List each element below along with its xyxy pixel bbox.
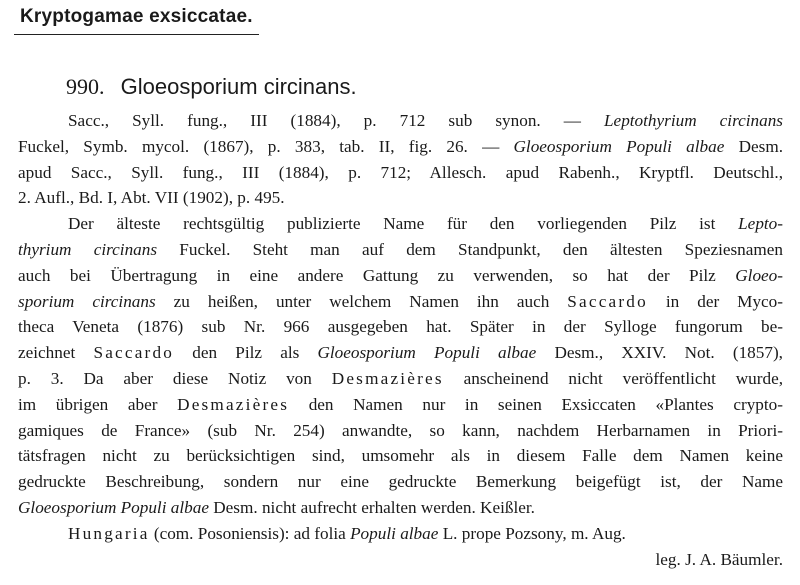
- text-run: im übrigen aber: [18, 394, 178, 414]
- text-line: [18, 366, 783, 392]
- text-line: [18, 108, 783, 134]
- locality-paragraph: [18, 521, 783, 547]
- text-line: [18, 418, 783, 444]
- text-run: gedruckte Beschreibung, sondern nur eine gedruckte Bemerkung beigefügt ist, der Name: [18, 472, 783, 492]
- series-header: Kryptogamae exsiccatae.: [14, 4, 259, 35]
- text-run: Desm.: [724, 136, 783, 156]
- spaced-name: Desmazières: [177, 394, 290, 414]
- spaced-name: Desmazières: [331, 368, 444, 388]
- italic-taxon: Lepto-: [738, 214, 783, 234]
- text-run: Der älteste rechtsgültig publizierte Name für den vorliegenden Pilz ist: [68, 214, 739, 234]
- text-line: [18, 314, 783, 340]
- synonymy-paragraph: [18, 108, 783, 211]
- text-run: Sacc., Syll. fung., III (1884), p. 712 sub synon. —: [68, 111, 604, 130]
- italic-taxon: sporium circinans: [18, 291, 156, 311]
- text-line: [18, 443, 783, 469]
- text-line: [18, 521, 783, 547]
- spaced-name: Saccardo: [93, 343, 175, 363]
- entry-heading: [66, 74, 357, 100]
- italic-taxon: Populi albae: [350, 523, 439, 543]
- text-line: [18, 289, 783, 315]
- spaced-name: Hungaria: [68, 523, 150, 543]
- discussion-paragraph: [18, 211, 783, 521]
- text-line: [18, 160, 783, 186]
- text-run: zeichnet: [18, 343, 94, 363]
- entry-number: 990.: [66, 74, 105, 99]
- italic-taxon: Gloeo-: [735, 265, 783, 285]
- text-line: [18, 340, 783, 366]
- text-run: Desm. nicht aufrecht erhalten werden. Keißler.: [208, 497, 535, 517]
- text-run: Fuckel, Symb. mycol. (1867), p. 383, tab. II, fig. 26. —: [18, 136, 514, 156]
- text-run: theca Veneta (1876) sub Nr. 966 ausgegeben hat. Später in der Sylloge fungorum be-: [18, 317, 783, 337]
- text-line: [18, 263, 783, 289]
- text-line: [18, 185, 783, 211]
- text-run: tätsfragen nicht zu berücksichtigen sind, umsomehr als in diesem Falle dem Namen keine: [18, 446, 783, 466]
- italic-taxon: Gloeosporium Populi albae: [317, 343, 537, 363]
- text-run: Desm., XXIV. Not. (1857),: [536, 343, 783, 363]
- text-line: [18, 392, 783, 418]
- italic-taxon: Gloeosporium Populi albae: [513, 136, 725, 156]
- text-run: den Namen nur in seinen Exsiccaten «Plantes crypto-: [289, 394, 783, 414]
- spaced-name: Saccardo: [567, 291, 648, 311]
- text-line: [18, 495, 783, 521]
- text-line: [18, 237, 783, 263]
- text-run: anscheinend nicht veröffentlicht wurde,: [443, 368, 783, 388]
- text-run: (com. Posoniensis): ad folia: [149, 523, 351, 543]
- italic-taxon: Gloeosporium Populi albae: [18, 497, 209, 517]
- italic-taxon: Leptothyrium circinans: [604, 111, 783, 130]
- text-run: in der Myco-: [647, 291, 783, 311]
- entry-body: [18, 108, 783, 572]
- text-run: L. prope Pozsony, m. Aug.: [438, 523, 626, 543]
- text-run: auch bei Übertragung in eine andere Gattung zu verwenden, so hat der Pilz: [18, 265, 736, 285]
- text-run: den Pilz als: [174, 343, 318, 363]
- text-line: [18, 211, 783, 237]
- text-run: 2. Aufl., Bd. I, Abt. VII (1902), p. 495.: [18, 188, 285, 208]
- text-run: Fuckel. Steht man auf dem Standpunkt, den ältesten Speziesnamen: [157, 239, 783, 259]
- italic-taxon: thyrium circinans: [18, 239, 158, 259]
- entry-title: Gloeosporium circinans.: [120, 74, 357, 99]
- collector-signature: leg. J. A. Bäumler.: [655, 549, 783, 569]
- text-run: apud Sacc., Syll. fung., III (1884), p. 712; Allesch. apud Rabenh., Kryptfl. Deutschl.,: [18, 162, 783, 182]
- text-run: p. 3. Da aber diese Notiz von: [18, 368, 332, 388]
- text-line: [18, 469, 783, 495]
- text-run: zu heißen, unter welchem Namen ihn auch: [155, 291, 568, 311]
- text-run: gamiques de France» (sub Nr. 254) anwandte, so kann, nachdem Herbarnamen in Priori-: [18, 420, 783, 440]
- text-line: [18, 134, 783, 160]
